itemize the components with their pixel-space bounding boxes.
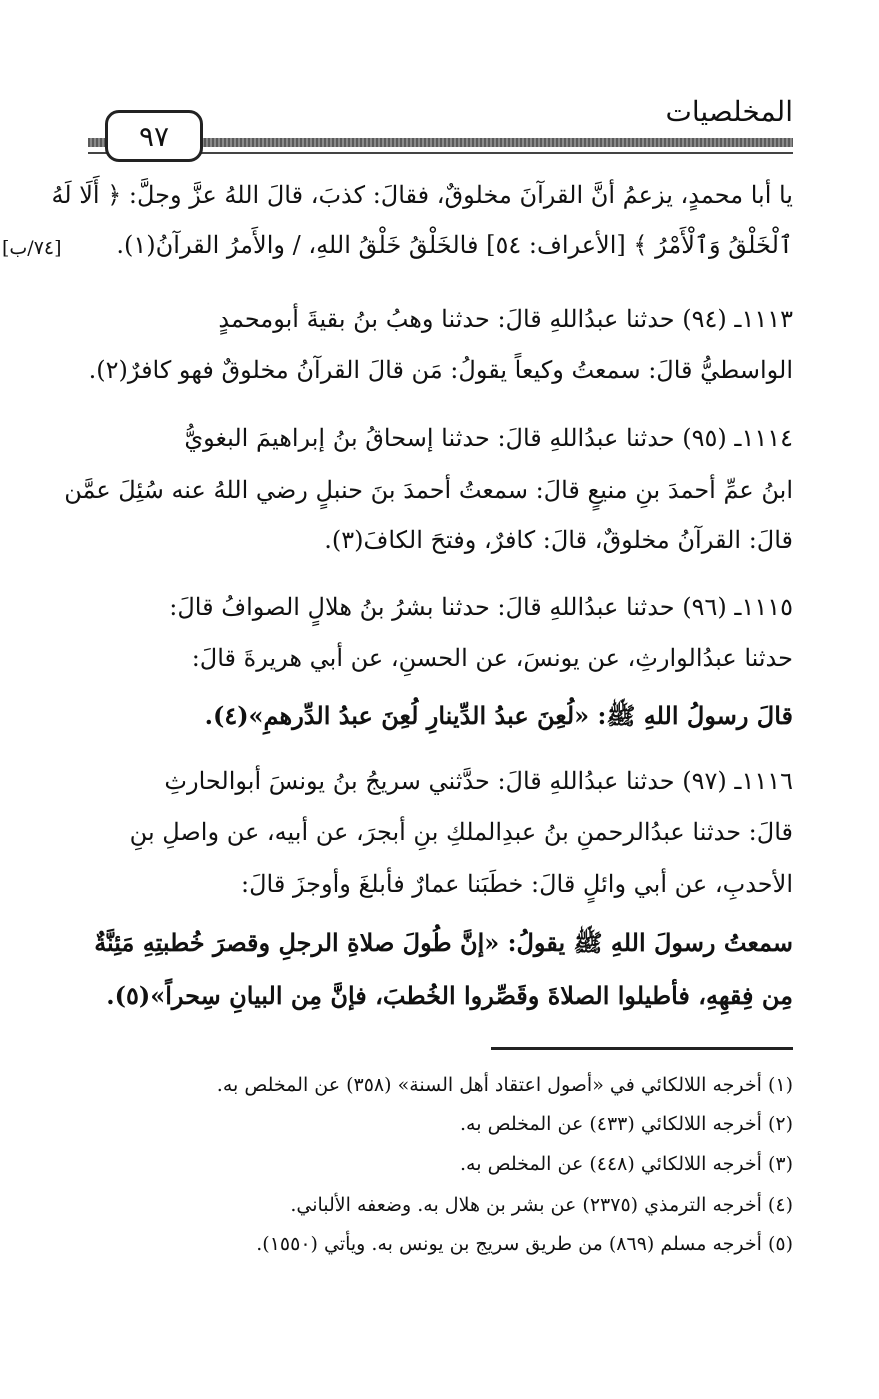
hadith-line-2: سمعتُ رسولَ اللهِ ﷺ يقولُ: «إنَّ طُولَ صلاةِ الرجلِ وقصرَ خُطبتِهِ مَئِنَّةٌ	[94, 928, 793, 957]
text-line-3: ١١١٣ـ (٩٤) حدثنا عبدُاللهِ قالَ: حدثنا وهبُ بنُ بقيةَ أبومحمدٍ	[218, 305, 793, 333]
text-line-9: حدثنا عبدُالوارثِ، عن يونسَ، عن الحسنِ، عن أبي هريرةَ قالَ:	[191, 644, 793, 672]
text-line-1: يا أبا محمدٍ، يزعمُ أنَّ القرآنَ مخلوقٌ، فقالَ: كذبَ، قالَ اللهُ عزَّ وجلَّ: ﴿ أَلَا لَهُ	[51, 181, 793, 209]
text-line-12: الأحدبِ، عن أبي وائلٍ قالَ: خطَبَنا عمارٌ فأبلغَ وأوجزَ قالَ:	[241, 870, 793, 898]
footnote-5: (٥) أخرجه مسلم (٨٦٩) من طريق سريج بن يونس به. ويأتي (١٥٥٠).	[256, 1233, 793, 1255]
hadith-line-1: قالَ رسولُ اللهِ ﷺ: «لُعِنَ عبدُ الدِّينارِ لُعِنَ عبدُ الدِّرهمِ»(٤).	[204, 701, 793, 730]
text-line-7: قالَ: القرآنُ مخلوقٌ، قالَ: كافرٌ، وفتحَ الكافَ(٣).	[324, 526, 793, 554]
hadith-line-3: مِن فِقهِهِ، فأطيلوا الصلاةَ وقَصِّروا الخُطبَ، فإنَّ مِن البيانِ سِحراً»(٥).	[106, 981, 793, 1010]
text-line-8: ١١١٥ـ (٩٦) حدثنا عبدُاللهِ قالَ: حدثنا بشرُ بنُ هلالٍ الصوافُ قالَ:	[169, 593, 793, 621]
running-title: المخلصيات	[665, 95, 793, 128]
text-line-5: ١١١٤ـ (٩٥) حدثنا عبدُاللهِ قالَ: حدثنا إسحاقُ بنُ إبراهيمَ البغويُّ	[184, 424, 793, 452]
page-number: ٩٧	[138, 119, 170, 153]
margin-folio-reference: [٧٤/ب]	[2, 237, 62, 259]
footnote-3: (٣) أخرجه اللالكائي (٤٤٨) عن المخلص به.	[460, 1153, 793, 1175]
text-line-10: ١١١٦ـ (٩٧) حدثنا عبدُاللهِ قالَ: حدَّثني سريجُ بنُ يونسَ أبوالحارثِ	[164, 767, 793, 795]
text-line-4: الواسطيُّ قالَ: سمعتُ وكيعاً يقولُ: مَن قالَ القرآنُ مخلوقٌ فهو كافرٌ(٢).	[88, 356, 793, 384]
footnote-1: (١) أخرجه اللالكائي في «أصول اعتقاد أهل السنة» (٣٥٨) عن المخلص به.	[216, 1074, 793, 1096]
footnote-divider	[491, 1047, 793, 1050]
text-line-6: ابنُ عمِّ أحمدَ بنِ منيعٍ قالَ: سمعتُ أحمدَ بنَ حنبلٍ رضي اللهُ عنه سُئِلَ عمَّن	[64, 476, 793, 504]
footnote-2: (٢) أخرجه اللالكائي (٤٣٣) عن المخلص به.	[460, 1113, 793, 1135]
text-line-2: ٱلْخَلْقُ وَٱلْأَمْرُ ﴾ [الأعراف: ٥٤] فالخَلْقُ خَلْقُ اللهِ، / والأَمرُ القرآنُ(١).	[116, 231, 793, 259]
footnote-4: (٤) أخرجه الترمذي (٢٣٧٥) عن بشر بن هلال به. وضعفه الألباني.	[290, 1194, 793, 1216]
page-number-box	[105, 110, 203, 162]
text-line-11: قالَ: حدثنا عبدُالرحمنِ بنُ عبدِالملكِ بنِ أبجرَ، عن أبيه، عن واصلِ بنِ	[129, 818, 793, 846]
